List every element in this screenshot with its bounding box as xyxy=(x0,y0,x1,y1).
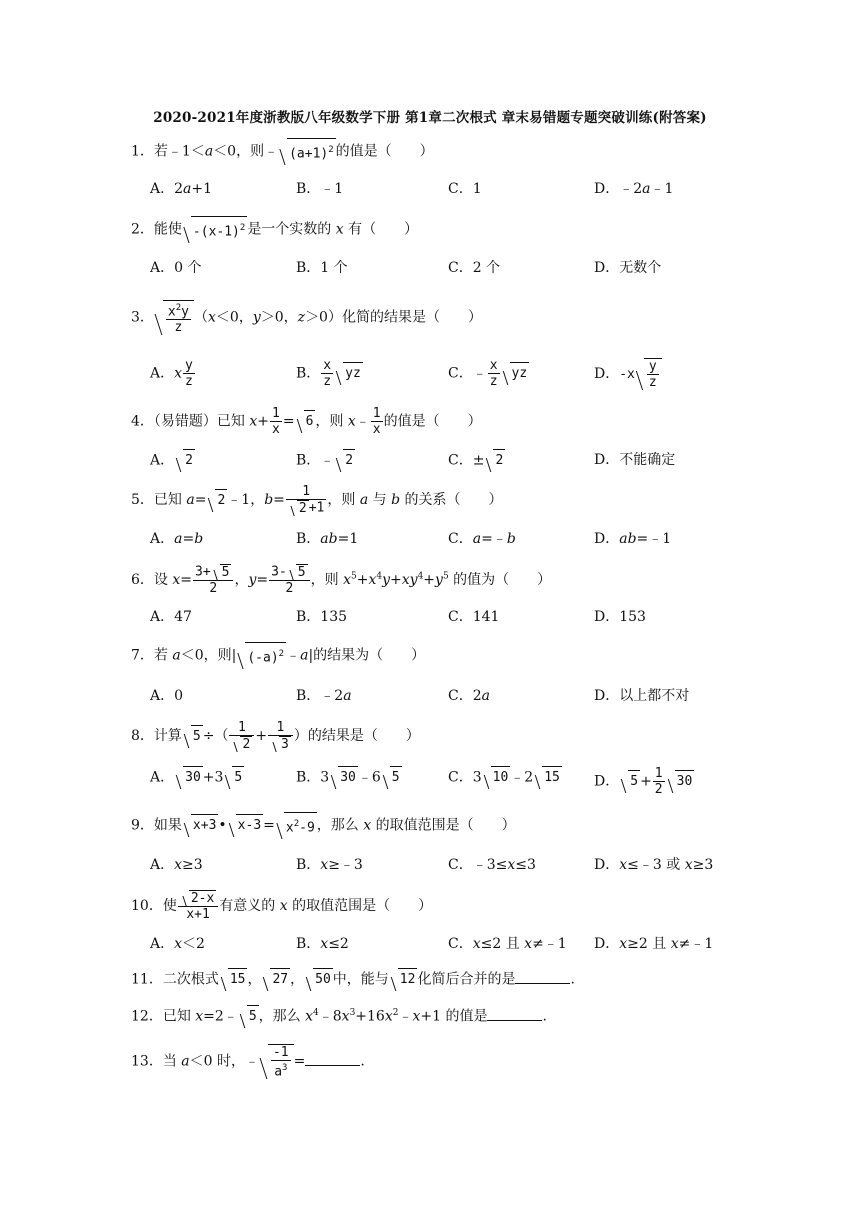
option-8a: A． 30 +3 5 xyxy=(150,766,244,789)
question-1: 1．若﹣1＜a＜0，则﹣ $(a+1)^2$ 的值是（ ） xyxy=(131,138,434,165)
option-6a: A．47 xyxy=(150,609,192,625)
option-5c: C．a=﹣b xyxy=(448,531,516,547)
option-3b: B． $\frac{x}{z}$ yz xyxy=(296,358,361,389)
question-9: 9．如果 x+3 • $x-3 = x^2-9$ ，那么 x 的取值范围是（ ） xyxy=(131,812,516,839)
question-13: 13．当 a＜0 时，﹣ $\frac{-1}{a^3}$ = . xyxy=(131,1045,365,1080)
option-8d: D． 5 + $\frac{1}{2}$ 30 xyxy=(594,766,693,797)
option-10d: D．x≥2 且 x≠﹣1 xyxy=(594,936,714,952)
option-3d: D．-x $\frac{y}{z}$ xyxy=(594,358,662,390)
option-1a: A．2a+1 xyxy=(150,181,213,197)
option-5b: B．ab=1 xyxy=(296,531,359,547)
document-title: 2020-2021年度浙教版八年级数学下册 第1章二次根式 章末易错题专题突破训练(附答案) xyxy=(153,110,707,126)
option-2c: C．2 个 xyxy=(448,260,501,276)
option-4b: B．﹣ 2 xyxy=(296,449,355,472)
option-2d: D．无数个 xyxy=(594,260,662,276)
option-9b: B．x≥﹣3 xyxy=(296,857,363,873)
option-7c: C．2a xyxy=(448,688,490,704)
option-8c: C．3 10 ﹣2 15 xyxy=(448,766,562,789)
option-4d: D．不能确定 xyxy=(594,452,676,468)
question-10: 10．使 $\frac{2-x}{x+1}$ 有意义的 x 的取值范围是（ ） xyxy=(131,891,433,922)
option-6c: C．141 xyxy=(448,609,500,625)
question-12: 12．已知 x=2﹣ 5 ，那么 $x^4﹣8x^3+16x^2﹣x+1$ 的值是 . xyxy=(131,1002,547,1028)
question-4: 4．（易错题）已知 x+ $\frac{1}{x}$ = 6 ，则 x﹣ $\frac{1}{x}$ 的值是（ ） xyxy=(131,406,482,437)
option-7a: A．0 xyxy=(150,688,184,704)
option-8b: B．3 30 ﹣6 5 xyxy=(296,766,402,789)
question-11: 11．二次根式 15 ， 27 ， 50 中，能与 12 化简后合并的是 . xyxy=(131,968,575,991)
question-7: 7．若 a＜0，则| $(-a)^2$ ﹣a|的结果为（ ） xyxy=(131,642,425,669)
option-2b: B．1 个 xyxy=(296,260,348,276)
option-2a: A．0 个 xyxy=(150,260,202,276)
option-4a: A． 2 xyxy=(150,449,195,472)
option-6b: B．135 xyxy=(296,609,348,625)
option-3c: C．﹣ $\frac{x}{z}$ yz xyxy=(448,358,528,389)
option-10a: A．x＜2 xyxy=(150,936,205,952)
option-1c: C．1 xyxy=(448,181,482,197)
option-4c: C．± 2 xyxy=(448,449,505,472)
question-8: 8．计算 5 ÷（ $\frac{1}{2}$ + $\frac{1}{3}$ ）的结果是（ ） xyxy=(131,720,420,752)
option-9a: A．x≥3 xyxy=(150,857,203,873)
question-3: 3． $\frac{x^2y}{z}$ （x＜0，y＞0，z＞0）化简的结果是（ ） xyxy=(131,300,482,335)
option-7b: B．﹣2a xyxy=(296,688,352,704)
option-10c: C．x≤2 且 x≠﹣1 xyxy=(448,936,567,952)
option-7d: D．以上都不对 xyxy=(594,688,690,704)
option-9c: C．﹣3≤x≤3 xyxy=(448,857,536,873)
option-3a: A．x $\frac{y}{z}$ xyxy=(150,358,193,389)
option-9d: D．x≤﹣3 或 x≥3 xyxy=(594,857,714,873)
question-6: 6．设 x= $\frac{3+ 5}{2}$ ，y= $\frac{3- 5}{2}$ ，则 $x^5+x^4y+xy^4+y^5$ 的值为（ ） xyxy=(131,564,552,596)
option-10b: B．x≤2 xyxy=(296,936,349,952)
option-1b: B．﹣1 xyxy=(296,181,344,197)
option-6d: D．153 xyxy=(594,609,646,625)
question-2: 2．能使 $-(x-1)^2$ 是一个实数的 x 有（ ） xyxy=(131,216,418,243)
question-5: 5．已知 a= 2 ﹣1，b= $\frac{1}{2 +1}$ ，则 a 与 b 的关系（ ） xyxy=(131,484,503,516)
option-1d: D．﹣2a﹣1 xyxy=(594,181,674,197)
option-5a: A．a=b xyxy=(150,531,204,547)
option-5d: D．ab=﹣1 xyxy=(594,531,672,547)
